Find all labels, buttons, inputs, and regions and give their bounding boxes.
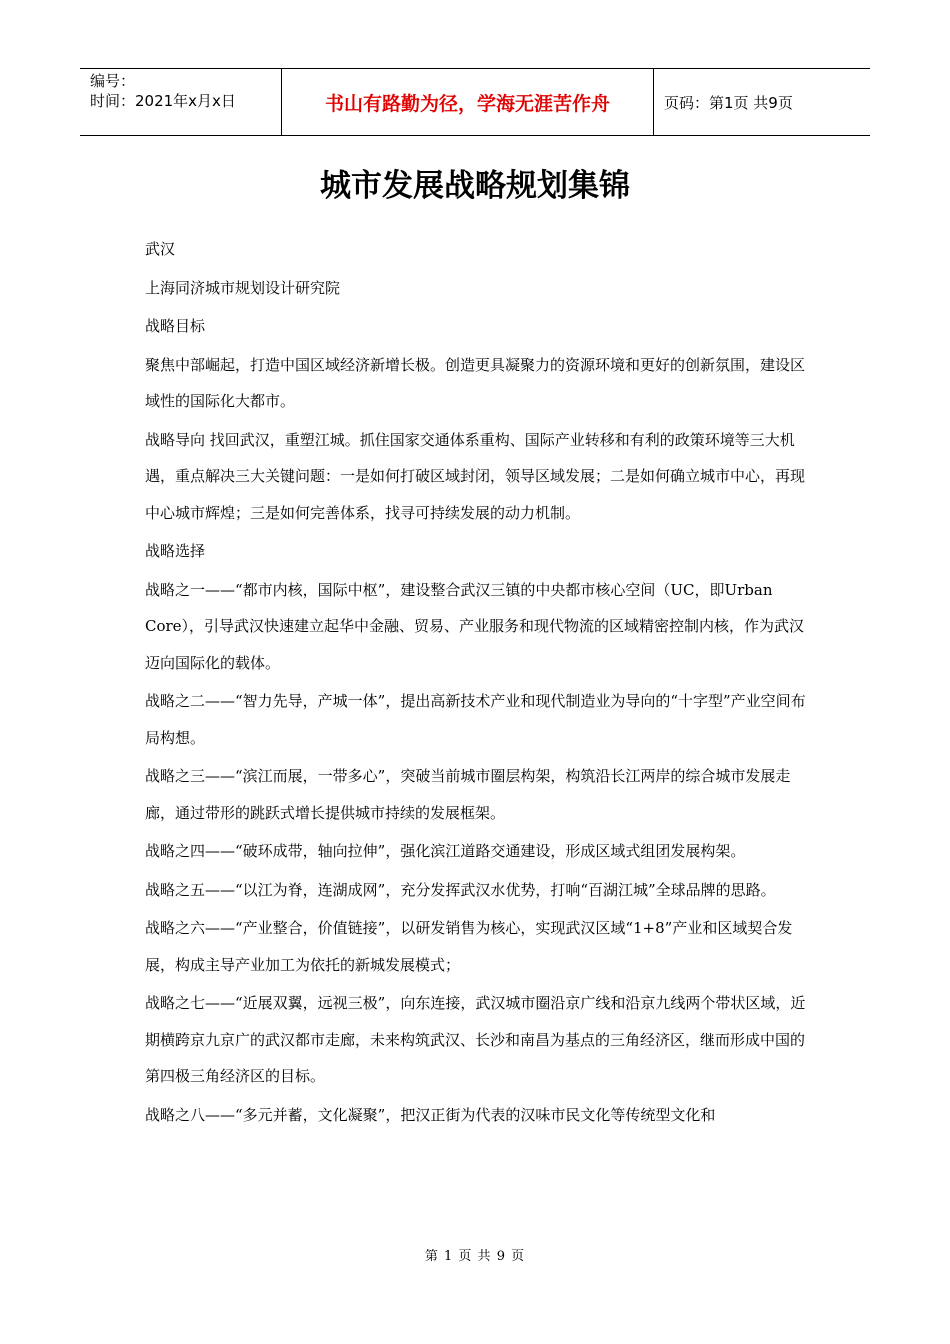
paragraph-choice-heading: 战略选择 (145, 542, 206, 560)
page-header (80, 68, 870, 136)
header-motto: 书山有路勤为径，学海无涯苦作舟 (282, 69, 654, 135)
paragraph-strategy-4: 战略之四——“破环成带，轴向拉伸”，强化滨江道路交通建设，形成区域式组团发展构架。 (145, 842, 746, 860)
paragraph-goal: 聚焦中部崛起，打造中国区域经济新增长极。创造更具凝聚力的资源环境和更好的创新氛围，建设区域性的国际化大都市。 (145, 355, 806, 410)
document-title: 城市发展战略规划集锦 (320, 168, 630, 204)
section-city-heading: 武汉 (145, 240, 176, 258)
document-body (145, 231, 811, 1135)
paragraph-strategy-8: 战略之八——“多元并蓄，文化凝聚”，把汉正街为代表的汉味市民文化等传统型文化和 (145, 1105, 716, 1124)
paragraph-strategy-3: 战略之三——“滨江而展，一带多心”，突破当前城市圈层构架，构筑沿长江两岸的综合城市发展走廊，通过带形的跳跃式增长提供城市持续的发展框架。 (145, 767, 791, 822)
header-meta (80, 69, 282, 135)
paragraph-strategy-1: 战略之一——“都市内核，国际中枢”，建设整合武汉三镇的中央都市核心空间（UC，即Urban Core），引导武汉快速建立起华中金融、贸易、产业服务和现代物流的区域精密控制内核，作为武汉迈向国际化的载体。 (145, 580, 805, 672)
page-footer: 第 1 页 共 9 页 (424, 1249, 526, 1264)
header-page-info: 页码：第1页 共9页 (664, 93, 793, 112)
paragraph-strategy-5: 战略之五——“以江为脊，连湖成网”，充分发挥武汉水优势，打响“百湖江城”全球品牌的思路。 (145, 880, 776, 899)
paragraph-strategy-2: 战略之二——“智力先导，产城一体”，提出高新技术产业和现代制造业为导向的“十字型”产业空间布局构想。 (145, 692, 806, 747)
paragraph-institute: 上海同济城市规划设计研究院 (145, 278, 341, 297)
document-number-label: 编号： (90, 72, 136, 90)
document-time-label: 时间：2021年x月x日 (90, 92, 236, 110)
paragraph-strategy-6: 战略之六——“产业整合，价值链接”，以研发销售为核心，实现武汉区域“1+8”产业和区域契合发展，构成主导产业加工为依托的新城发展模式； (145, 919, 793, 974)
paragraph-strategy-7: 战略之七——“近展双翼，远视三极”，向东连接，武汉城市圈沿京广线和沿京九线两个带状区域，近期横跨京九京广的武汉都市走廊，未来构筑武汉、长沙和南昌为基点的三角经济区，继而形成中国的第四极三角经济区的目标。 (145, 994, 806, 1085)
paragraph-goal-heading: 战略目标 (145, 317, 206, 335)
paragraph-orientation: 战略导向 找回武汉，重塑江城。抓住国家交通体系重构、国际产业转移和有利的政策环境等三大机遇，重点解决三大关键问题：一是如何打破区域封闭，领导区域发展；二是如何确立城市中心，再现中心城市辉煌；三是如何完善体系，找寻可持续发展的动力机制。 (145, 430, 806, 522)
